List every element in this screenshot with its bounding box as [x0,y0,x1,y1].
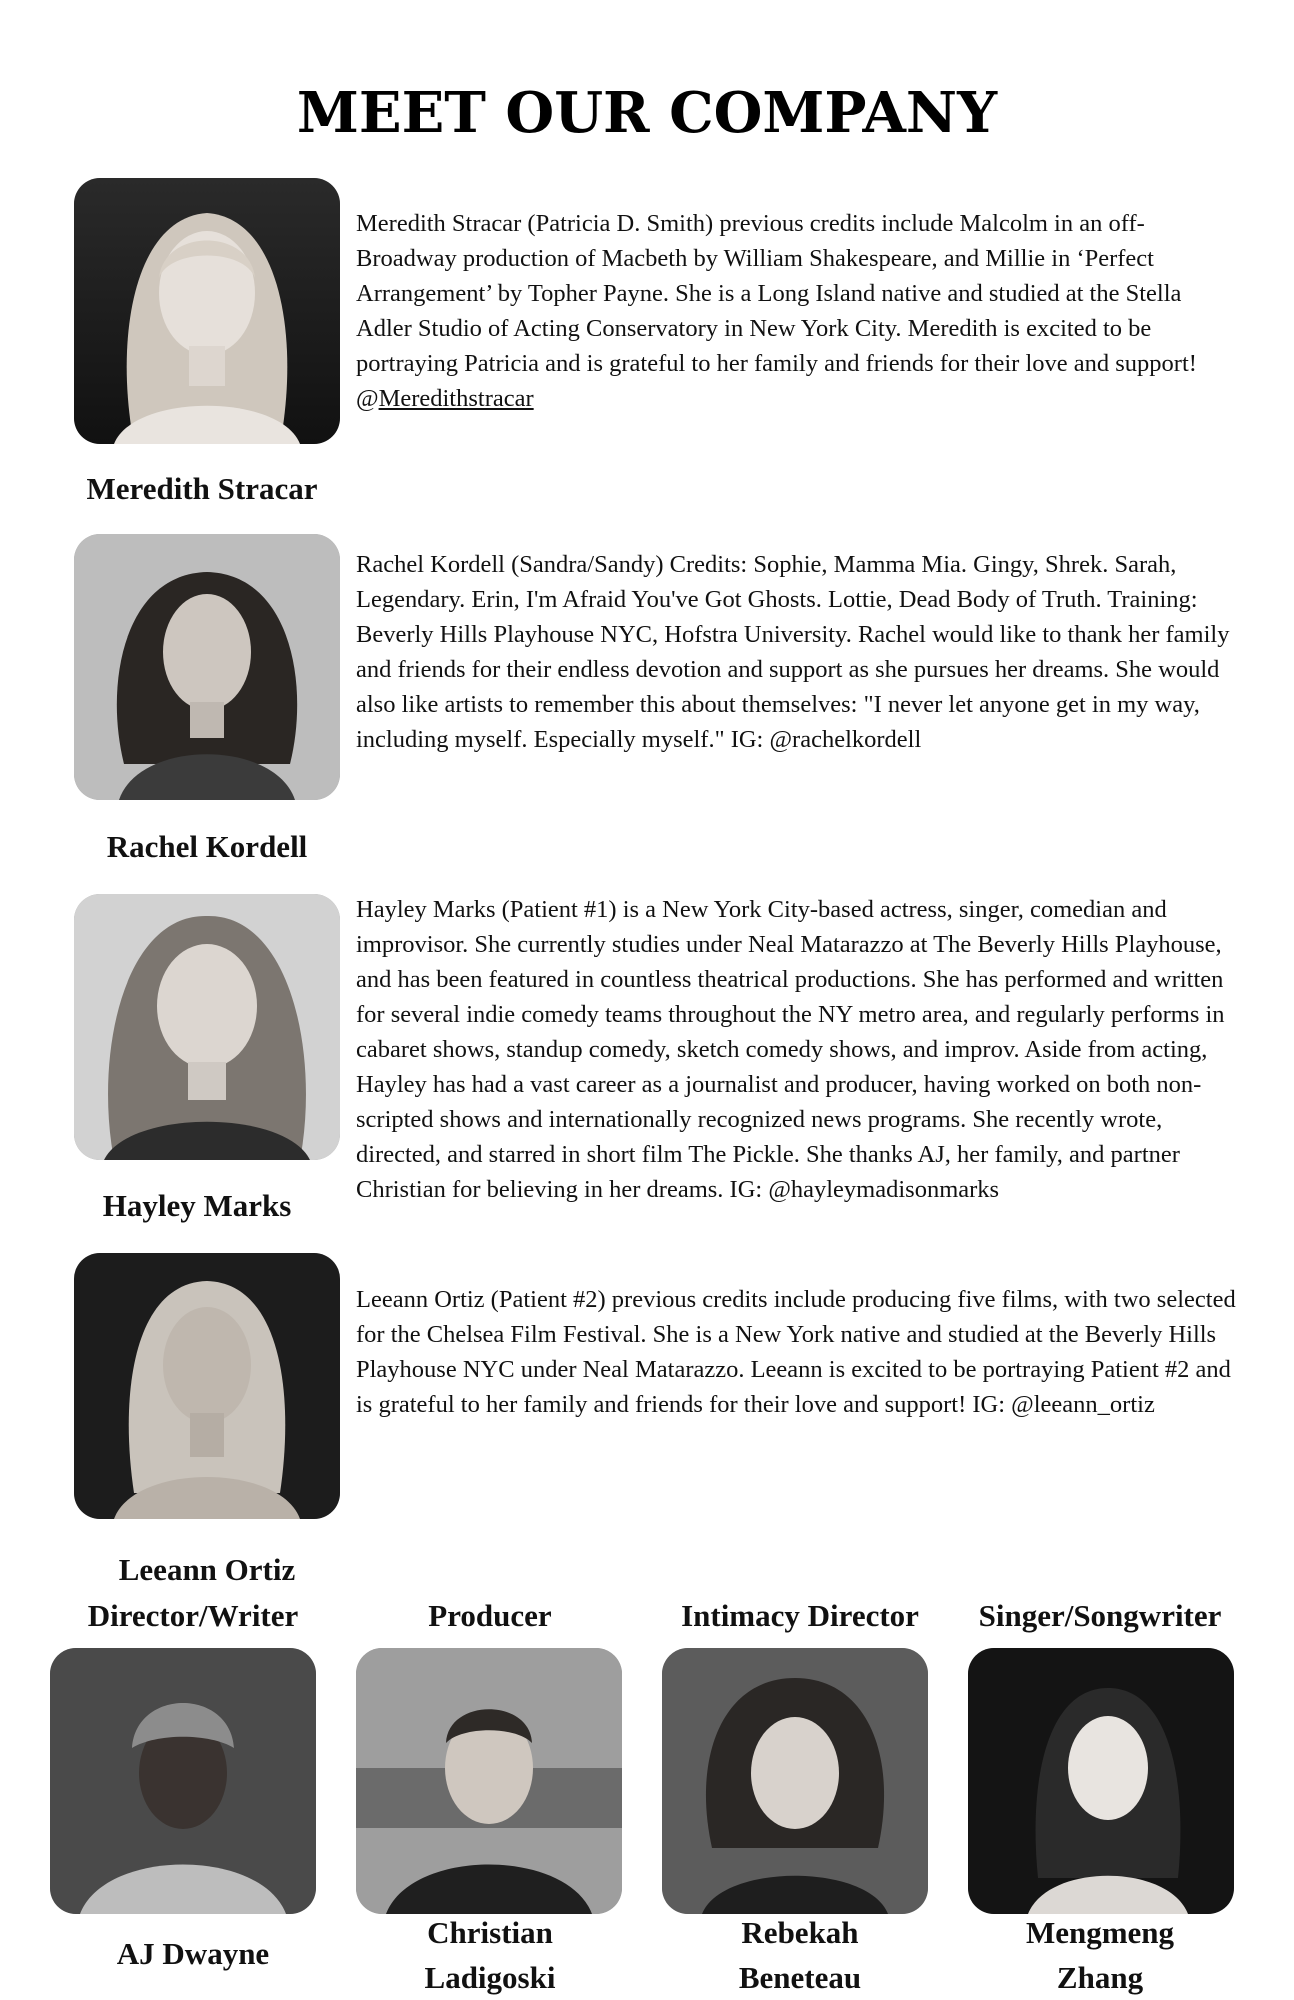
portrait-photo-icon [74,1253,340,1519]
portrait-photo-rebekah [662,1648,928,1914]
crew-name-aj: AJ Dwayne [116,1936,270,1971]
portrait-photo-icon [662,1648,928,1914]
crew-role-singer-songwriter: Singer/Songwriter [978,1598,1222,1633]
portrait-photo-icon [356,1648,622,1914]
bio-meredith: Meredith Stracar (Patricia D. Smith) previous credits include Malcolm in an off-Broadway production of Macbeth by William Shakespeare, and Millie in ‘Perfect Arrangement’ by Topher Payne. She is a Long Island native and studied at the Stella Adler Studio of Acting Conservatory in New York City. Meredith is excited to be portraying Patricia and is grateful to her family and friends for their love and support! @Meredithstracar [356,210,1197,412]
crew-name-rebekah-line2: Beneteau [738,1960,862,1995]
portrait-photo-rachel [74,534,340,800]
cast-name-rachel: Rachel Kordell [106,829,308,864]
bio-hayley: Hayley Marks (Patient #1) is a New York City-based actress, singer, comedian and improvisor. She currently studies under Neal Matarazzo at The Beverly Hills Playhouse, and has been featured in countless theatrical productions. She has performed and written for several indie comedy teams throughout the NY metro area, and regularly performs in cabaret shows, standup comedy, sketch comedy shows, and improv. Aside from acting, Hayley has had a vast career as a journalist and producer, having worked on both non-scripted shows and internationally recognized news programs. She recently wrote, directed, and starred in short film The Pickle. She thanks AJ, her family, and partner Christian for believing in her dreams. IG: @hayleymadisonmarks [356,896,1225,1203]
portrait-photo-mengmeng [968,1648,1234,1914]
portrait-photo-aj [50,1648,316,1914]
crew-name-christian-line2: Ladigoski [424,1960,556,1995]
portrait-photo-christian [356,1648,622,1914]
portrait-photo-icon [74,534,340,800]
portrait-photo-icon [50,1648,316,1914]
crew-name-rebekah-line1: Rebekah [741,1915,859,1950]
crew-name-christian-line1: Christian [427,1915,553,1950]
cast-name-leeann: Leeann Ortiz [118,1552,296,1587]
portrait-photo-icon [74,178,340,444]
portrait-photo-meredith [74,178,340,444]
cast-name-meredith: Meredith Stracar [86,471,318,506]
crew-role-director: Director/Writer [87,1598,299,1633]
crew-role-producer: Producer [428,1598,552,1633]
bio-leeann: Leeann Ortiz (Patient #2) previous credits include producing five films, with two selected for the Chelsea Film Festival. She is a New York native and studied at the Beverly Hills Playhouse NYC under Neal Matarazzo. Leeann is excited to be portraying Patient #2 and is grateful to her family and friends for their love and support! IG: @leeann_ortiz [356,1286,1236,1418]
bio-rachel: Rachel Kordell (Sandra/Sandy) Credits: Sophie, Mamma Mia. Gingy, Shrek. Sarah, Legendary. Erin, I'm Afraid You've Got Ghosts. Lottie, Dead Body of Truth. Training: Beverly Hills Playhouse NYC, Hofstra University. Rachel would like to thank her family and friends for their endless devotion and support as she pursues her dreams. She would also like artists to remember this about themselves: "I never let anyone get in my way, including myself. Especially myself." IG: @rachelkordell [356,551,1230,753]
portrait-photo-leeann [74,1253,340,1519]
portrait-photo-icon [968,1648,1234,1914]
portrait-photo-icon [74,894,340,1160]
page-title: MEET OUR COMPANY [296,80,998,146]
social-handle-link[interactable]: Meredithstracar [378,385,534,412]
portrait-photo-hayley [74,894,340,1160]
crew-name-mengmeng-line2: Zhang [1056,1960,1144,1995]
crew-role-intimacy-director: Intimacy Director [681,1598,919,1633]
crew-name-mengmeng-line1: Mengmeng [1025,1915,1175,1950]
cast-name-hayley: Hayley Marks [102,1188,292,1223]
